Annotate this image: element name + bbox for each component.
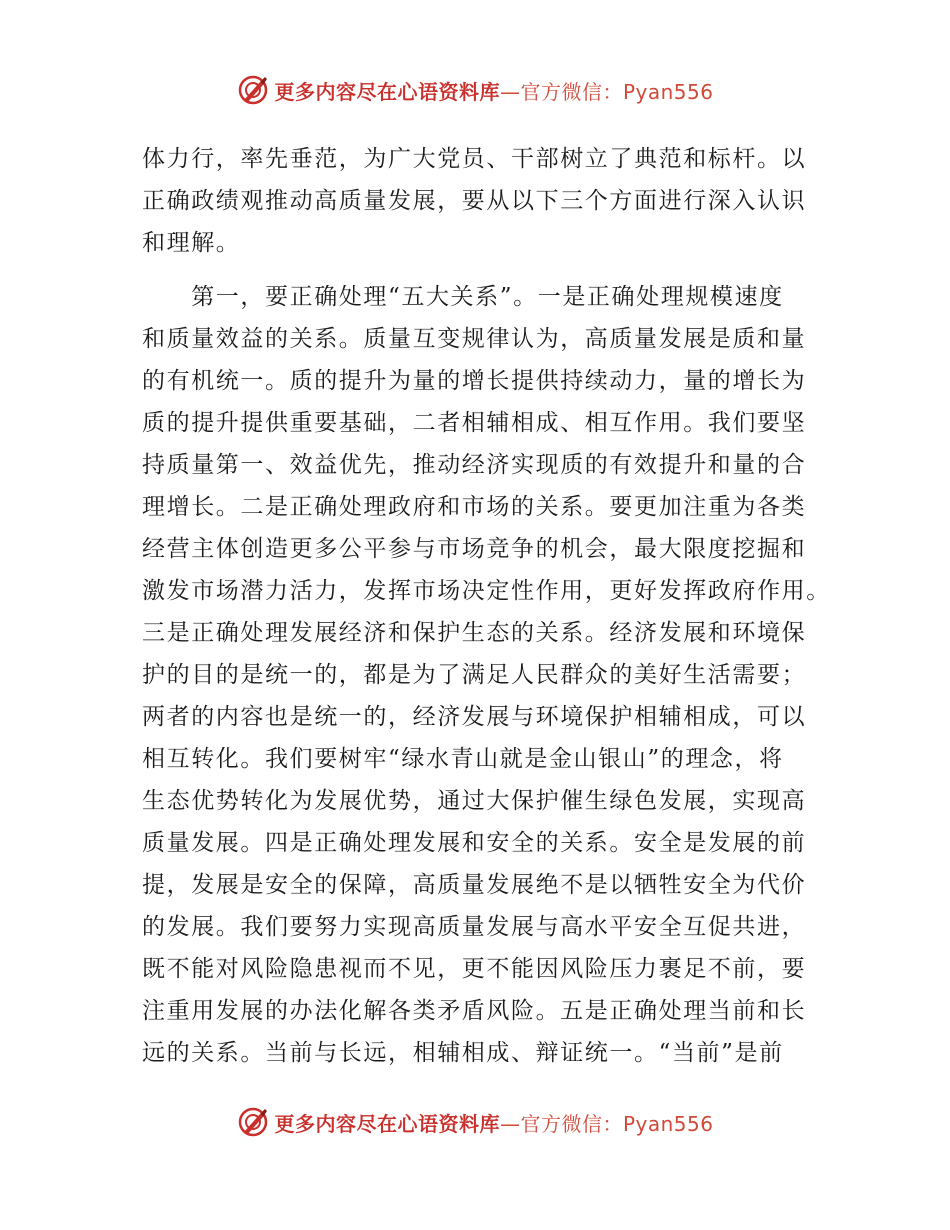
paragraph (142, 276, 831, 1074)
text-line: 理增长。二是正确处理政府和市场的关系。要更加注重为各类 (142, 494, 807, 520)
document-body (142, 138, 831, 1074)
text-line: 质量发展。四是正确处理发展和安全的关系。安全是发展的前 (142, 830, 807, 856)
footer-watermark-banner (0, 1102, 950, 1142)
text-line: 三是正确处理发展经济和保护生态的关系。经济发展和环境保 (142, 620, 807, 646)
text-line: 正确政绩观推动高质量发展，要从以下三个方面进行深入认识 (142, 188, 807, 214)
text-line: 相互转化。我们要树牢“绿水青山就是金山银山”的理念，将 (142, 746, 784, 772)
text-line: 和质量效益的关系。质量互变规律认为，高质量发展是质和量 (142, 326, 807, 352)
banner-main-text: 更多内容尽在心语资料库 (274, 79, 500, 104)
text-line: 提，发展是安全的保障，高质量发展绝不是以牺牲安全为代价 (142, 872, 807, 898)
brand-logo-icon (236, 73, 270, 107)
text-line: 护的目的是统一的，都是为了满足人民群众的美好生活需要； (142, 662, 807, 688)
text-line: 持质量第一、效益优先，推动经济实现质的有效提升和量的合 (142, 452, 807, 478)
text-line: 体力行，率先垂范，为广大党员、干部树立了典范和标杆。以 (142, 146, 807, 172)
header-watermark-banner (0, 70, 950, 110)
text-line: 第一，要正确处理“五大关系”。一是正确处理规模速度 (142, 284, 784, 310)
brand-logo-icon (236, 1105, 270, 1139)
banner-main-text: 更多内容尽在心语资料库 (274, 1111, 500, 1136)
text-line: 激发市场潜力活力，发挥市场决定性作用，更好发挥政府作用。 (142, 578, 831, 604)
text-line: 两者的内容也是统一的，经济发展与环境保护相辅相成，可以 (142, 704, 807, 730)
text-line: 生态优势转化为发展优势，通过大保护催生绿色发展，实现高 (142, 788, 807, 814)
text-line: 和理解。 (142, 230, 241, 256)
text-line: 的有机统一。质的提升为量的增长提供持续动力，量的增长为 (142, 368, 807, 394)
text-line: 远的关系。当前与长远，相辅相成、辩证统一。“当前”是前 (142, 1040, 784, 1066)
banner-contact-text: —官方微信：Pyan556 (499, 79, 714, 104)
text-line: 注重用发展的办法化解各类矛盾风险。五是正确处理当前和长 (142, 998, 807, 1024)
paragraph (142, 138, 812, 264)
text-line: 的发展。我们要努力实现高质量发展与高水平安全互促共进， (142, 914, 807, 940)
text-line: 质的提升提供重要基础，二者相辅相成、相互作用。我们要坚 (142, 410, 807, 436)
banner-contact-text: —官方微信：Pyan556 (499, 1111, 714, 1136)
text-line: 经营主体创造更多公平参与市场竞争的机会，最大限度挖掘和 (142, 536, 807, 562)
text-line: 既不能对风险隐患视而不见，更不能因风险压力裹足不前，要 (142, 956, 807, 982)
paragraph-gap (142, 264, 812, 276)
